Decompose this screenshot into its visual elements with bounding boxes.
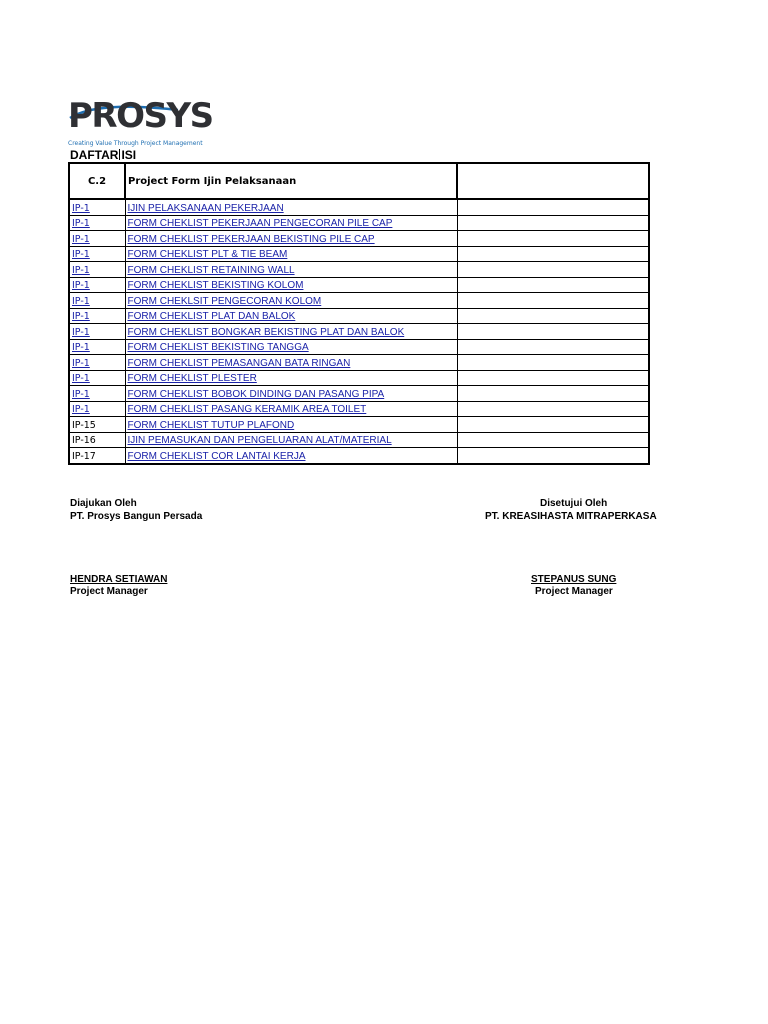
row-empty-cell [457,277,649,293]
row-label-link[interactable]: FORM CHEKLIST PLAT DAN BALOK [127,311,296,322]
table-row [69,246,649,262]
row-code-cell [69,386,125,402]
row-empty-cell [457,262,649,278]
logo-wordmark: PROSYS [68,96,213,136]
row-empty-cell [457,215,649,231]
row-empty-cell [457,324,649,340]
table-row [69,215,649,231]
row-code-link[interactable]: IP-1 [72,280,90,291]
approved-by-company: PT. KREASIHASTA MITRAPERKASA [485,511,657,522]
row-code-cell [69,339,125,355]
submitted-by-caption: Diajukan Oleh [70,498,137,509]
table-row [69,355,649,371]
header-empty-cell [457,163,649,199]
row-label-cell [125,215,457,231]
table-header-row [69,163,649,199]
approved-by-caption: Disetujui Oleh [540,498,608,509]
table-row [69,417,649,433]
row-code-cell [69,417,125,433]
row-label-link[interactable]: FORM CHEKLIST PASANG KERAMIK AREA TOILET [127,404,367,415]
submitted-by-company: PT. Prosys Bangun Persada [70,511,203,522]
row-label-link[interactable]: IJIN PEMASUKAN DAN PENGELUARAN ALAT/MATERIAL [127,435,392,446]
row-label-link[interactable]: FORM CHEKLIST COR LANTAI KERJA [127,450,306,462]
row-empty-cell [457,386,649,402]
row-code-link[interactable]: IP-1 [72,388,90,400]
table-row [69,293,649,309]
table-row [69,448,649,464]
row-empty-cell [457,417,649,433]
row-label-link[interactable]: FORM CHEKLIST PEKERJAAN BEKISTING PILE CAP [127,233,375,245]
row-label-cell [125,401,457,417]
row-empty-cell [457,339,649,355]
row-label-cell [125,262,457,278]
row-label-cell [125,448,457,464]
row-code-cell [69,277,125,293]
table-row [69,432,649,448]
logo-tagline: Creating Value Through Project Management [68,140,203,147]
title-part-2: ISI [121,148,137,162]
row-label-link[interactable]: FORM CHEKLIST BOBOK DINDING DAN PASANG PIPA [127,388,385,400]
row-code-link[interactable]: IP-1 [72,357,90,369]
row-code-cell [69,432,125,448]
approved-by-name: STEPANUS SUNG [531,574,617,585]
row-code-link[interactable]: IP-1 [72,218,90,229]
row-empty-cell [457,448,649,464]
row-label-cell [125,370,457,386]
row-empty-cell [457,355,649,371]
row-label-cell [125,355,457,371]
row-code-link[interactable]: IP-1 [72,311,90,322]
row-code-cell [69,262,125,278]
table-row [69,401,649,417]
row-code-cell [69,324,125,340]
row-code-cell [69,215,125,231]
table-row [69,231,649,247]
row-code-link[interactable]: IP-1 [72,373,90,384]
row-code-cell [69,199,125,215]
row-code-link[interactable]: IP-1 [72,249,90,260]
row-label-cell [125,277,457,293]
row-code: IP-17 [72,450,96,462]
table-row [69,386,649,402]
submitted-by-role: Project Manager [70,586,148,597]
row-code: IP-16 [72,435,96,446]
table-row [69,262,649,278]
table-row [69,324,649,340]
title-part-1: DAFTAR [70,148,119,162]
row-code-cell [69,355,125,371]
row-code-cell [69,370,125,386]
row-label-cell [125,432,457,448]
row-code-link[interactable]: IP-1 [72,264,90,276]
row-code-link[interactable]: IP-1 [72,295,90,307]
row-code: IP-15 [72,419,96,431]
table-row [69,339,649,355]
row-code-cell [69,308,125,324]
row-label-cell [125,386,457,402]
row-label-link[interactable]: IJIN PELAKSANAAN PEKERJAAN [127,202,284,214]
row-empty-cell [457,308,649,324]
row-code-link[interactable]: IP-1 [72,233,90,245]
row-code-cell [69,231,125,247]
row-code-link[interactable]: IP-1 [72,202,90,214]
row-code-cell [69,293,125,309]
table-row [69,277,649,293]
row-label-link[interactable]: FORM CHEKLIST PEKERJAAN PENGECORAN PILE CAP [127,218,393,229]
row-label-link[interactable]: FORM CHEKLIST PEMASANGAN BATA RINGAN [127,357,351,369]
row-label-link[interactable]: FORM CHEKLIST BEKISTING TANGGA [127,342,309,353]
table-row [69,308,649,324]
row-label-link[interactable]: FORM CHEKLIST TUTUP PLAFOND [127,419,295,431]
row-label-cell [125,339,457,355]
approved-by-role: Project Manager [535,586,613,597]
table-of-contents [68,162,650,465]
header-code: C.2 [69,163,125,199]
row-code-link[interactable]: IP-1 [72,404,90,415]
row-code-cell [69,401,125,417]
row-label-cell [125,308,457,324]
row-code-cell [69,448,125,464]
row-label-cell [125,293,457,309]
row-label-link[interactable]: FORM CHEKLIST PLESTER [127,373,257,384]
submitted-by-name: HENDRA SETIAWAN [70,574,168,585]
row-label-link[interactable]: FORM CHEKLIST BONGKAR BEKISTING PLAT DAN BALOK [127,326,405,338]
row-empty-cell [457,231,649,247]
header-label: Project Form Ijin Pelaksanaan [125,163,457,199]
row-label-cell [125,417,457,433]
row-empty-cell [457,246,649,262]
row-empty-cell [457,432,649,448]
row-empty-cell [457,370,649,386]
row-empty-cell [457,401,649,417]
prosys-logo [68,96,213,152]
row-label-link[interactable]: FORM CHEKLSIT PENGECORAN KOLOM [127,295,322,307]
row-empty-cell [457,293,649,309]
row-code-cell [69,246,125,262]
row-empty-cell [457,199,649,215]
row-label-link[interactable]: FORM CHEKLIST RETAINING WALL [127,264,295,276]
table-row [69,199,649,215]
table-row [69,370,649,386]
page-title [70,148,136,162]
row-code-link[interactable]: IP-1 [72,326,90,338]
row-label-link[interactable]: FORM CHEKLIST PLT & TIE BEAM [127,249,288,260]
row-label-cell [125,246,457,262]
row-label-cell [125,231,457,247]
row-label-link[interactable]: FORM CHEKLIST BEKISTING KOLOM [127,280,304,291]
row-code-link[interactable]: IP-1 [72,342,90,353]
row-label-cell [125,324,457,340]
row-label-cell [125,199,457,215]
